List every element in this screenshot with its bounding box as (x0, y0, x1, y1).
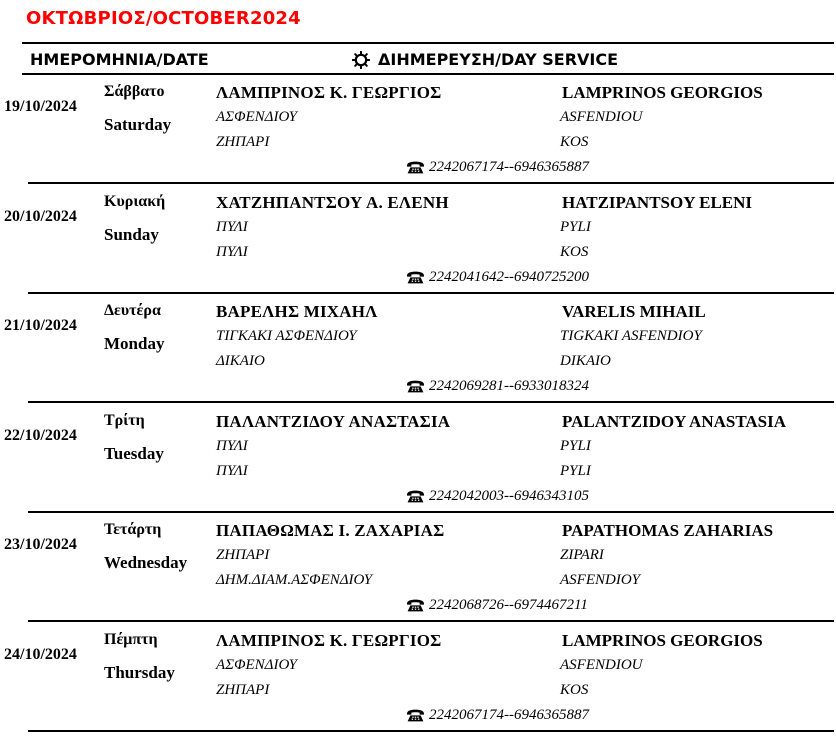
entry-separator (28, 730, 834, 732)
telephone-icon (406, 380, 425, 393)
city-greek: ΖΗΠΑΡΙ (216, 134, 270, 150)
entry-separator (28, 182, 834, 184)
address-greek: ΑΣΦΕΝΔΙΟΥ (216, 657, 298, 673)
pharmacist-name-greek: ΠΑΠΑΘΩΜΑΣ Ι. ΖΑΧΑΡΙΑΣ (216, 521, 445, 541)
entry-phone (406, 597, 588, 614)
sun-icon (352, 51, 370, 69)
date-column-header: ΗΜΕΡΟΜΗΝΙΑ/DATE (30, 50, 209, 69)
pharmacist-name-english: LAMPRINOS GEORGIOS (562, 631, 763, 650)
city-greek: ΠΥΛΙ (216, 243, 248, 260)
service-column-header (352, 50, 618, 69)
entry-day-greek: Δευτέρα (104, 302, 161, 320)
entry-separator (28, 292, 834, 294)
pharmacist-name-english: HATZIPANTSOY ELENI (562, 192, 753, 212)
duty-entry (0, 297, 836, 407)
entry-date: 24/10/2024 (4, 646, 77, 663)
entry-separator (28, 620, 834, 622)
duty-entry (0, 626, 836, 736)
address-greek: ΖΗΠΑΡΙ (216, 547, 270, 564)
city-greek: ΔΙΚΑΙΟ (216, 353, 265, 370)
telephone-icon (406, 599, 425, 612)
city-english: KOS (560, 682, 589, 698)
entry-phone (406, 707, 589, 724)
telephone-icon (406, 271, 425, 284)
city-english: KOS (560, 134, 589, 150)
pharmacist-name-greek: ΒΑΡΕΛΗΣ ΜΙΧΑΗΛ (216, 302, 378, 322)
pharmacist-name-greek: ΛΑΜΠΡΙΝΟΣ Κ. ΓΕΩΡΓΙΟΣ (216, 631, 442, 650)
phone-numbers: 2242042003--6946343105 (429, 487, 589, 504)
city-english: DIKAIO (560, 353, 611, 370)
duty-entry (0, 516, 836, 626)
entry-date: 19/10/2024 (4, 98, 77, 115)
entry-day-english: Thursday (104, 663, 175, 682)
entry-day-english: Monday (104, 334, 165, 354)
entry-phone (406, 159, 589, 176)
entry-phone (406, 488, 589, 505)
entry-day-greek: Κυριακή (104, 192, 166, 210)
entry-day-greek: Πέμπτη (104, 631, 158, 648)
address-greek: ΠΥΛΙ (216, 218, 248, 235)
entry-date: 23/10/2024 (4, 536, 77, 554)
pharmacist-name-greek: ΧΑΤΖΗΠΑΝΤΣΟΥ Α. ΕΛΕΝΗ (216, 192, 449, 212)
phone-numbers: 2242068726--6974467211 (429, 597, 588, 614)
entry-day-english: Tuesday (104, 443, 164, 463)
address-greek: ΠΥΛΙ (216, 437, 248, 454)
service-label: ΔΙΗΜΕΡΕΥΣΗ/DAY SERVICE (378, 50, 619, 69)
pharmacist-name-english: LAMPRINOS GEORGIOS (562, 83, 763, 102)
address-english: PYLI (560, 218, 591, 235)
entry-day-greek: Σάββατο (104, 83, 165, 100)
phone-numbers: 2242069281--6933018324 (429, 378, 589, 395)
entry-day-greek: Τετάρτη (104, 521, 162, 539)
duty-entry (0, 407, 836, 517)
address-english: PYLI (560, 437, 591, 454)
city-greek: ΠΥΛΙ (216, 462, 248, 479)
city-greek: ΔΗΜ.ΔΙΑΜ.ΑΣΦΕΝΔΙΟΥ (216, 572, 373, 589)
pharmacist-name-greek: ΛΑΜΠΡΙΝΟΣ Κ. ΓΕΩΡΓΙΟΣ (216, 83, 442, 102)
pharmacist-name-english: PAPATHOMAS ZAHARIAS (562, 521, 774, 541)
city-english: ASFENDIOY (560, 572, 640, 589)
address-greek: ΤΙΓΚΑΚΙ ΑΣΦΕΝΔΙΟΥ (216, 328, 357, 345)
entry-day-greek: Τρίτη (104, 411, 145, 429)
page-title: ΟΚΤΩΒΡΙΟΣ/OCTOBER2024 (26, 8, 301, 29)
address-english: TIGKAKI ASFENDIOY (560, 328, 702, 345)
phone-numbers: 2242067174--6946365887 (429, 707, 589, 723)
address-english: ASFENDIOU (560, 109, 643, 125)
city-greek: ΖΗΠΑΡΙ (216, 682, 270, 698)
telephone-icon (406, 709, 425, 722)
pharmacist-name-english: VARELIS MIHAIL (562, 302, 706, 322)
entry-phone (406, 269, 589, 286)
entry-phone (406, 378, 589, 395)
entry-date: 22/10/2024 (4, 426, 77, 444)
header-bottom-rule (22, 73, 834, 75)
telephone-icon (406, 490, 425, 503)
duty-entry (0, 188, 836, 298)
address-english: ASFENDIOU (560, 657, 643, 673)
pharmacist-name-english: PALANTZIDOY ANASTASIA (562, 411, 787, 431)
city-english: KOS (560, 243, 589, 260)
entry-separator (28, 511, 834, 513)
entry-separator (28, 401, 834, 403)
entry-day-english: Saturday (104, 115, 172, 134)
address-english: ZIPARI (560, 547, 604, 564)
phone-numbers: 2242041642--6940725200 (429, 268, 589, 285)
entry-day-english: Wednesday (104, 553, 188, 573)
telephone-icon (406, 161, 425, 174)
address-greek: ΑΣΦΕΝΔΙΟΥ (216, 109, 298, 125)
header-top-rule (22, 42, 834, 44)
entry-day-english: Sunday (104, 224, 159, 244)
entry-date: 21/10/2024 (4, 317, 77, 335)
phone-numbers: 2242067174--6946365887 (429, 159, 589, 175)
entry-date: 20/10/2024 (4, 207, 77, 225)
city-english: PYLI (560, 462, 591, 479)
duty-entry (0, 78, 836, 188)
pharmacist-name-greek: ΠΑΛΑΝΤΖΙΔΟΥ ΑΝΑΣΤΑΣΙΑ (216, 411, 451, 431)
